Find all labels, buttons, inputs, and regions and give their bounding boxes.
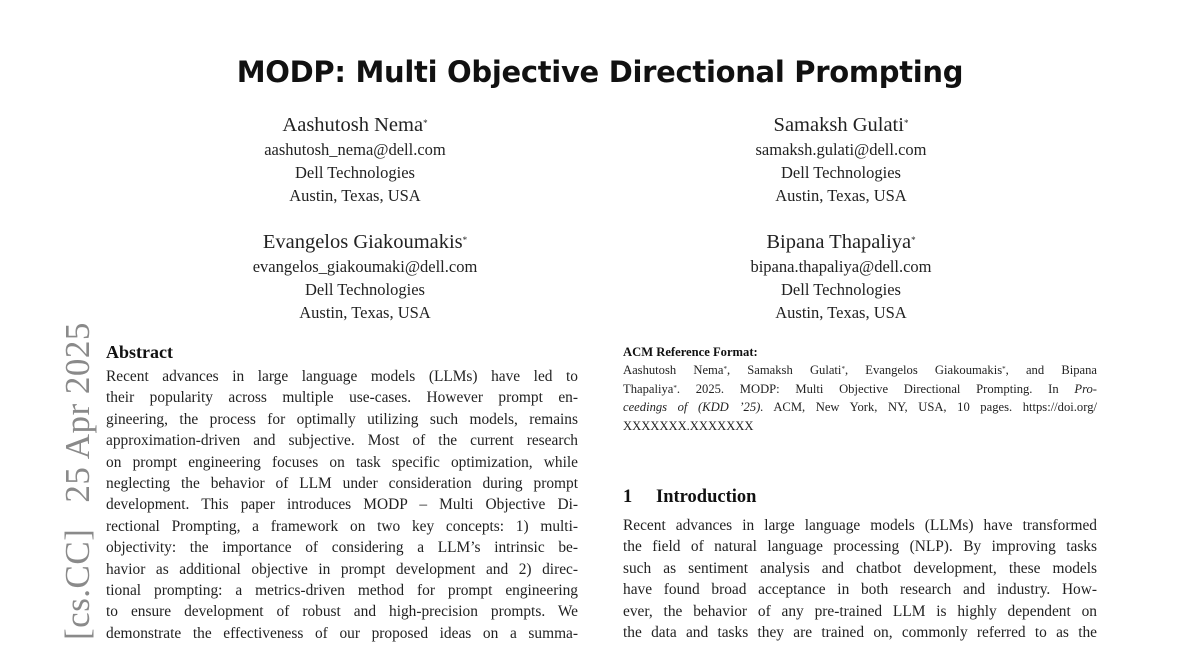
abstract-body <box>106 366 578 644</box>
acm-citation-text: . 2025. MODP: Multi Objective Directional Prompting. In <box>676 381 1075 396</box>
acm-venue: Pro- <box>1074 381 1097 396</box>
abstract-line: demonstrate the effectiveness of our proposed ideas on a summa- <box>106 624 578 642</box>
acm-author: Samaksh Gulati <box>747 363 842 377</box>
author-block <box>185 229 545 324</box>
abstract-line: approximation-driven and subjective. Most of the current research <box>106 432 578 450</box>
author-email[interactable]: aashutosh_nema@dell.com <box>264 140 446 159</box>
acm-reference-text <box>623 361 1097 435</box>
author-mark: * <box>723 365 727 373</box>
section-title: Introduction <box>656 487 757 507</box>
introduction-body <box>623 515 1097 643</box>
author-affiliation: Dell Technologies <box>305 280 425 299</box>
acm-doi-suffix[interactable]: XXXXXXX.XXXXXXX <box>623 418 754 433</box>
abstract-line: havior as additional objective in prompt development and 2) direc- <box>106 560 578 578</box>
author-location: Austin, Texas, USA <box>775 303 907 322</box>
arxiv-date: 25 Apr 2025 <box>58 322 97 503</box>
abstract-heading: Abstract <box>106 342 173 362</box>
author-mark: * <box>1002 365 1006 373</box>
acm-author: and Bipana <box>1025 363 1097 377</box>
abstract-line: on prompt engineering focuses on task specific optimization, while <box>106 453 578 471</box>
author-name <box>185 229 545 255</box>
intro-line: Recent advances in large language models (LLMs) have transformed <box>623 517 1097 534</box>
author-email[interactable]: samaksh.gulati@dell.com <box>755 140 927 159</box>
section-number: 1 <box>623 487 633 507</box>
acm-author: Evangelos Giakoumakis <box>865 363 1003 377</box>
author-affiliation: Dell Technologies <box>781 280 901 299</box>
acm-reference-heading: ACM Reference Format: <box>623 345 758 359</box>
author-name <box>661 112 1021 138</box>
author-location: Austin, Texas, USA <box>299 303 431 322</box>
author-mark: * <box>841 365 845 373</box>
acm-author: Aashutosh Nema <box>623 363 724 377</box>
intro-line: have found broad acceptance in both research and industry. How- <box>623 581 1097 599</box>
intro-line: ever, the behavior of any pre-trained LLM is highly dependent on <box>623 602 1097 620</box>
author-affiliation: Dell Technologies <box>295 163 415 182</box>
author-location: Austin, Texas, USA <box>775 186 907 205</box>
abstract-section <box>106 340 578 644</box>
author-affiliation: Dell Technologies <box>781 163 901 182</box>
intro-line: the field of natural language processing (NLP). By improving tasks <box>623 538 1097 556</box>
arxiv-stamp <box>60 300 96 640</box>
intro-line: the data and tasks they are trained on, commonly referred to as the <box>623 624 1097 642</box>
author-name-text: Samaksh Gulati <box>773 114 904 136</box>
intro-line: such as sentiment analysis and chatbot development, these models <box>623 559 1097 577</box>
author-mark: * <box>673 383 677 392</box>
abstract-line: development. This paper introduces MODP – Multi Objective Di- <box>106 496 578 514</box>
abstract-line: gineering, the process for optimally utilizing such models, remains <box>106 410 578 428</box>
abstract-line: objectivity: the importance of considering a LLM’s intrinsic be- <box>106 539 578 557</box>
abstract-line: tional prompting: a metrics-driven method for prompt engineering <box>106 582 578 600</box>
acm-venue: ceedings of (KDD ’25). <box>623 400 764 414</box>
abstract-line: neglecting the behavior of LLM under consideration during prompt <box>106 475 578 493</box>
abstract-line: their popularity across multiple use-cases. However prompt en- <box>106 389 578 407</box>
acm-doi-link[interactable]: ACM, New York, NY, USA, 10 pages. https://doi.org/ <box>763 400 1097 414</box>
author-block <box>175 112 535 207</box>
author-mark: * <box>911 235 916 245</box>
author-name <box>661 229 1021 255</box>
abstract-line: rectional Prompting, a framework on two key concepts: 1) multi- <box>106 517 578 535</box>
abstract-line: to ensure development of robust and high-precision prompts. We <box>106 603 578 621</box>
author-name-text: Aashutosh Nema <box>282 114 424 136</box>
author-name-text: Bipana Thapaliya <box>766 231 912 253</box>
author-mark: * <box>903 118 909 128</box>
introduction-section <box>623 485 1097 643</box>
author-name-text: Evangelos Giakoumakis <box>262 231 463 253</box>
author-email[interactable]: evangelos_giakoumaki@dell.com <box>252 257 478 276</box>
acm-reference-section <box>623 344 1097 435</box>
author-email[interactable]: bipana.thapaliya@dell.com <box>750 257 932 276</box>
arxiv-category: [cs.CC] <box>58 528 97 640</box>
acm-line: Aashutosh Nema*, Samaksh Gulati*, Evangelos Giakoumakis*, and Bipana <box>623 363 1097 377</box>
abstract-line: Recent advances in large language models (LLMs) have led to <box>106 368 578 385</box>
author-block <box>661 229 1021 324</box>
author-mark: * <box>423 118 428 128</box>
acm-line <box>623 398 1097 417</box>
author-location: Austin, Texas, USA <box>289 186 421 205</box>
author-block <box>661 112 1021 207</box>
paper-title: MODP: Multi Objective Directional Prompting <box>236 55 964 89</box>
author-mark: * <box>462 235 468 245</box>
acm-author: Thapaliya <box>623 381 674 396</box>
acm-line <box>623 380 1097 399</box>
introduction-heading <box>623 485 1097 509</box>
author-name <box>175 112 535 138</box>
